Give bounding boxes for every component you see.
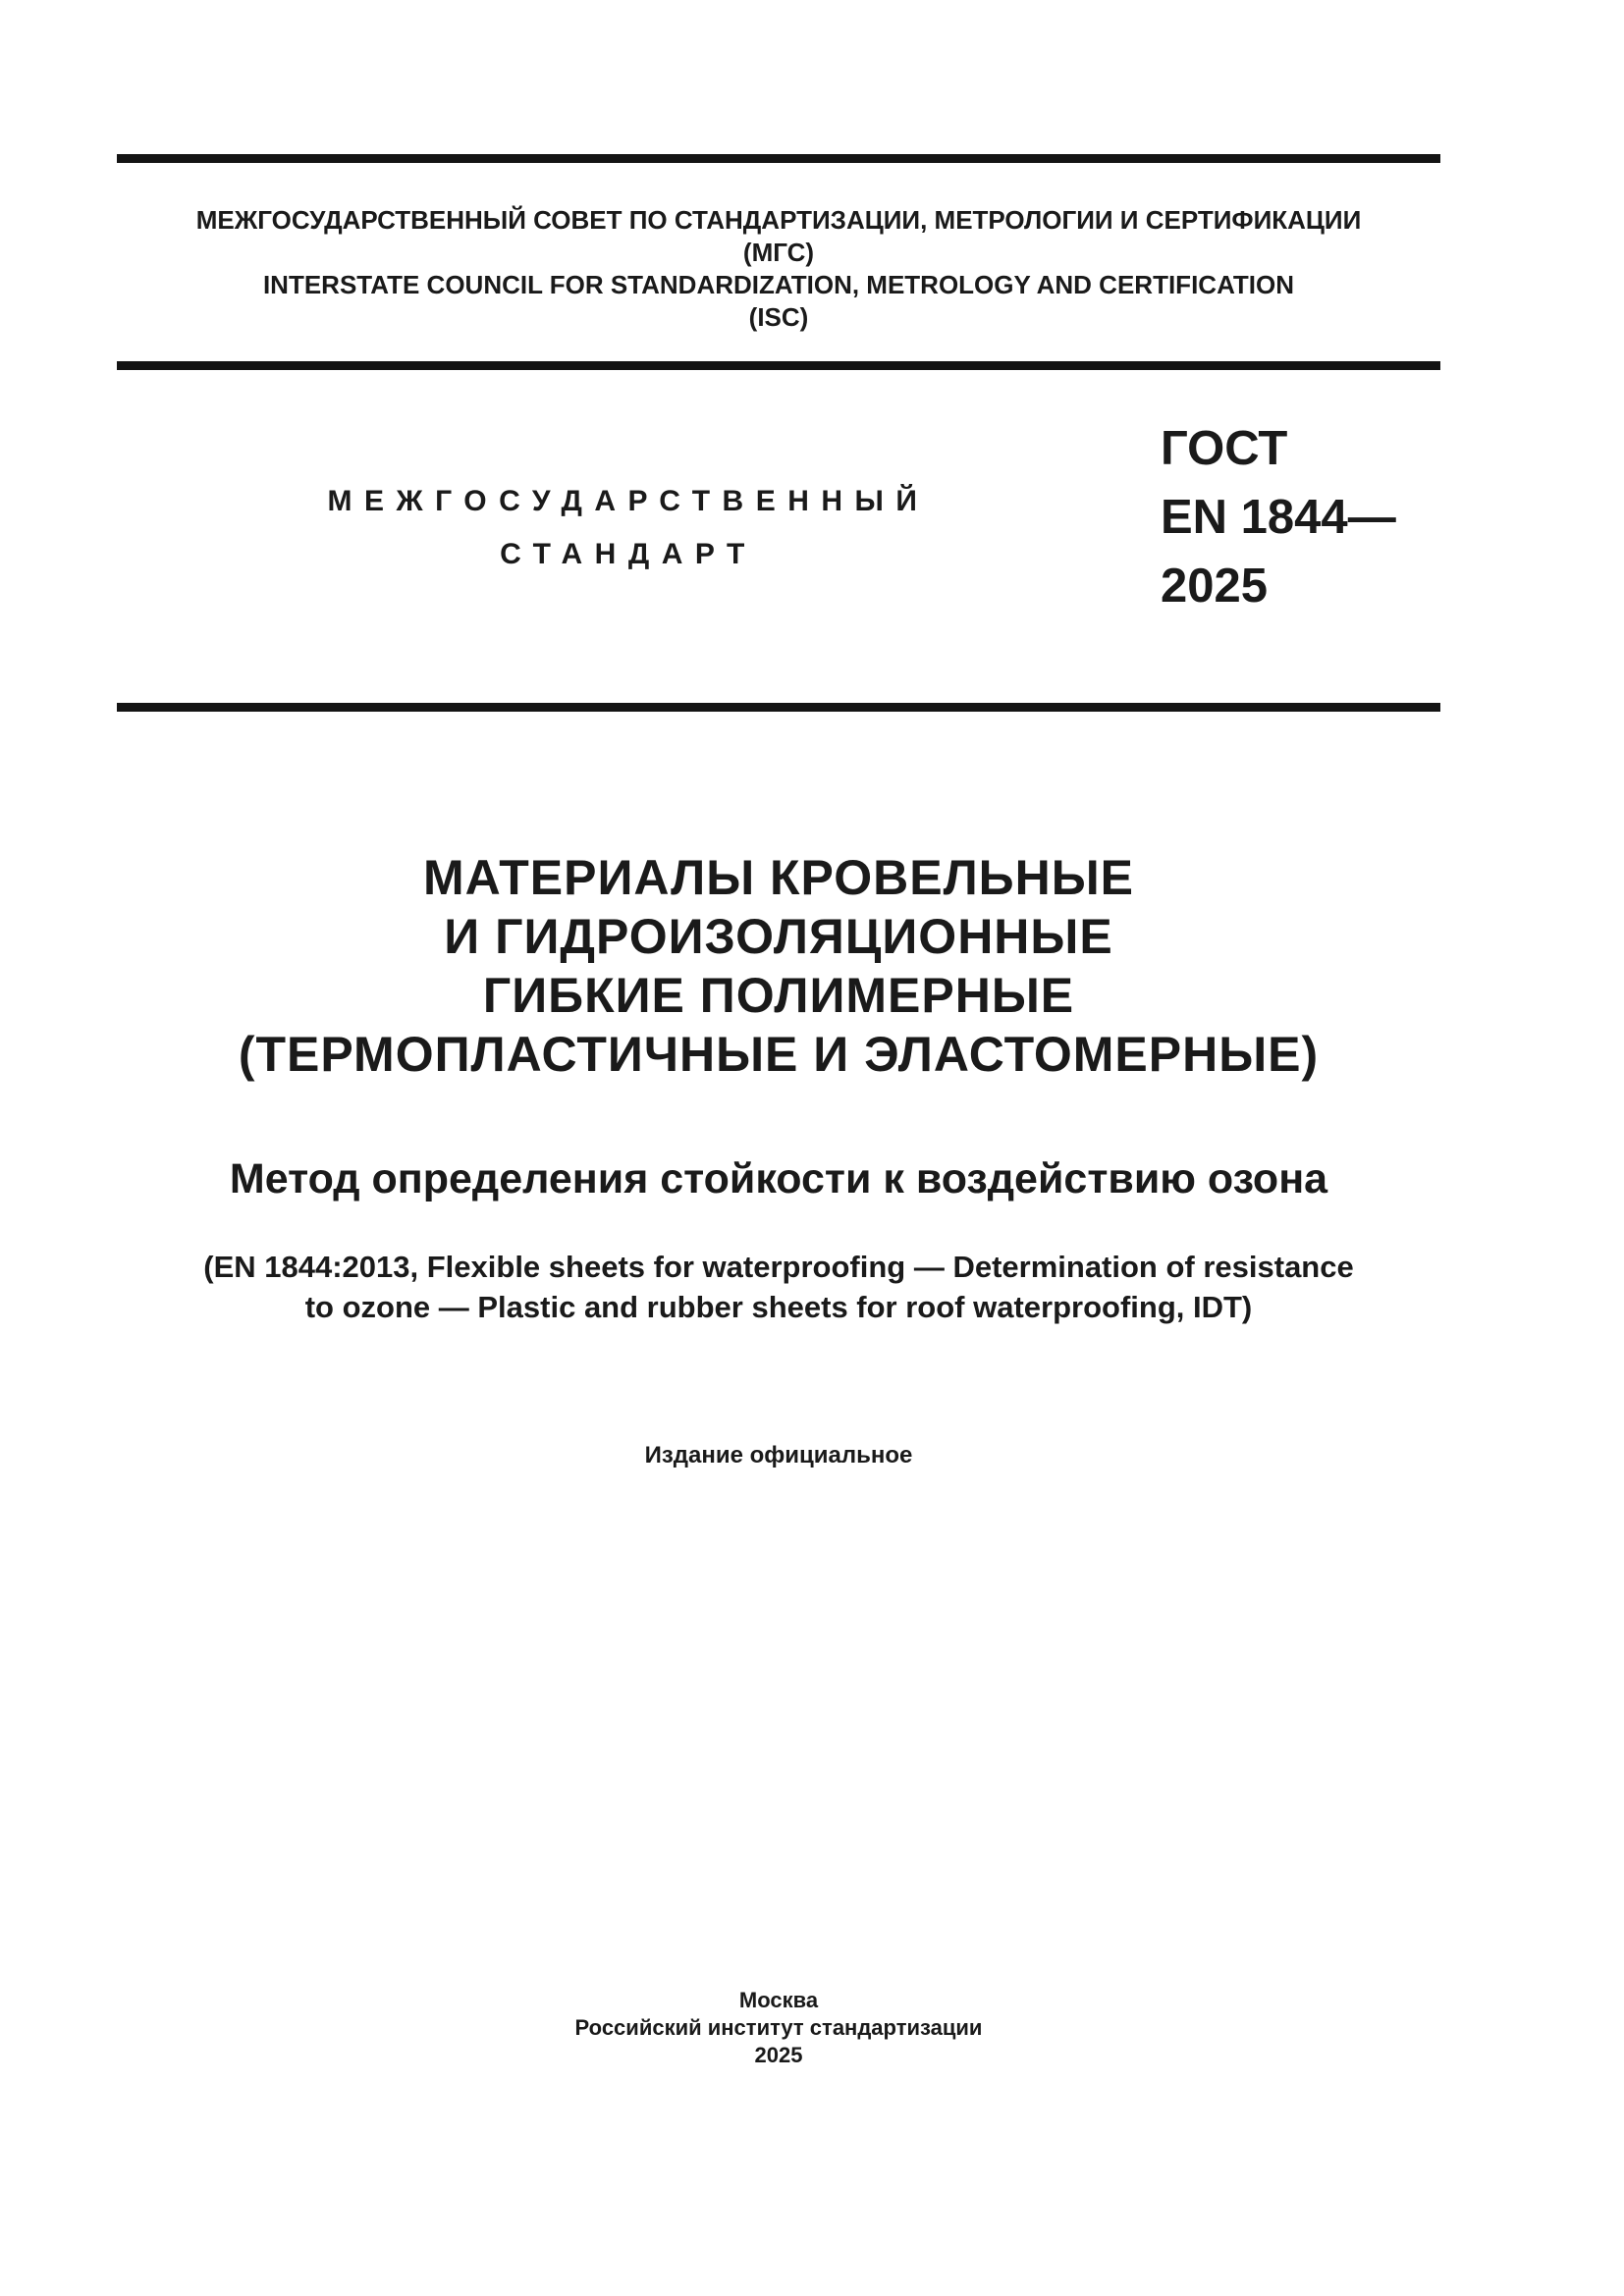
imprint bbox=[117, 1987, 1440, 2069]
edition-label: Издание официальное bbox=[644, 1442, 913, 1468]
header-bottom-rule bbox=[117, 703, 1440, 712]
source-line-1: (EN 1844:2013, Flexible sheets for waterproofing — Determination of resistance bbox=[203, 1250, 1354, 1284]
council-header bbox=[117, 204, 1440, 334]
designation-line-1: ГОСТ bbox=[1161, 422, 1288, 475]
standard-kind bbox=[295, 475, 962, 581]
source-line-2: to ozone — Plastic and rubber sheets for roof waterproofing, IDT) bbox=[304, 1290, 1253, 1324]
title-line-1: МАТЕРИАЛЫ КРОВЕЛЬНЫЕ bbox=[422, 850, 1135, 905]
title-line-2: И ГИДРОИЗОЛЯЦИОННЫЕ bbox=[444, 909, 1113, 964]
imprint-year: 2025 bbox=[754, 2043, 803, 2067]
document-subtitle: Метод определения стойкости к воздействию озона bbox=[229, 1155, 1328, 1202]
top-rule bbox=[117, 154, 1440, 163]
standard-kind-line-2: СТАНДАРТ bbox=[500, 538, 757, 570]
council-name-en: INTERSTATE COUNCIL FOR STANDARDIZATION, METROLOGY AND CERTIFICATION bbox=[262, 270, 1295, 299]
standard-kind-line-1: МЕЖГОСУДАРСТВЕННЫЙ bbox=[327, 485, 930, 517]
imprint-city: Москва bbox=[738, 1988, 819, 2012]
imprint-publisher: Российский институт стандартизации bbox=[574, 2015, 983, 2040]
council-divider-rule bbox=[117, 361, 1440, 370]
document-title bbox=[117, 848, 1440, 1084]
title-line-4: (ТЕРМОПЛАСТИЧНЫЕ И ЭЛАСТОМЕРНЫЕ) bbox=[238, 1027, 1320, 1082]
title-line-3: ГИБКИЕ ПОЛИМЕРНЫЕ bbox=[482, 968, 1075, 1023]
standard-designation bbox=[1161, 414, 1396, 620]
council-name-ru: МЕЖГОСУДАРСТВЕННЫЙ СОВЕТ ПО СТАНДАРТИЗАЦИИ, МЕТРОЛОГИИ И СЕРТИФИКАЦИИ bbox=[195, 205, 1362, 235]
council-abbr-ru: (МГС) bbox=[742, 238, 815, 267]
designation-line-3: 2025 bbox=[1161, 560, 1269, 613]
source-standard-reference bbox=[117, 1247, 1440, 1327]
council-abbr-en: (ISC) bbox=[748, 302, 809, 332]
designation-line-2: EN 1844— bbox=[1161, 491, 1396, 544]
